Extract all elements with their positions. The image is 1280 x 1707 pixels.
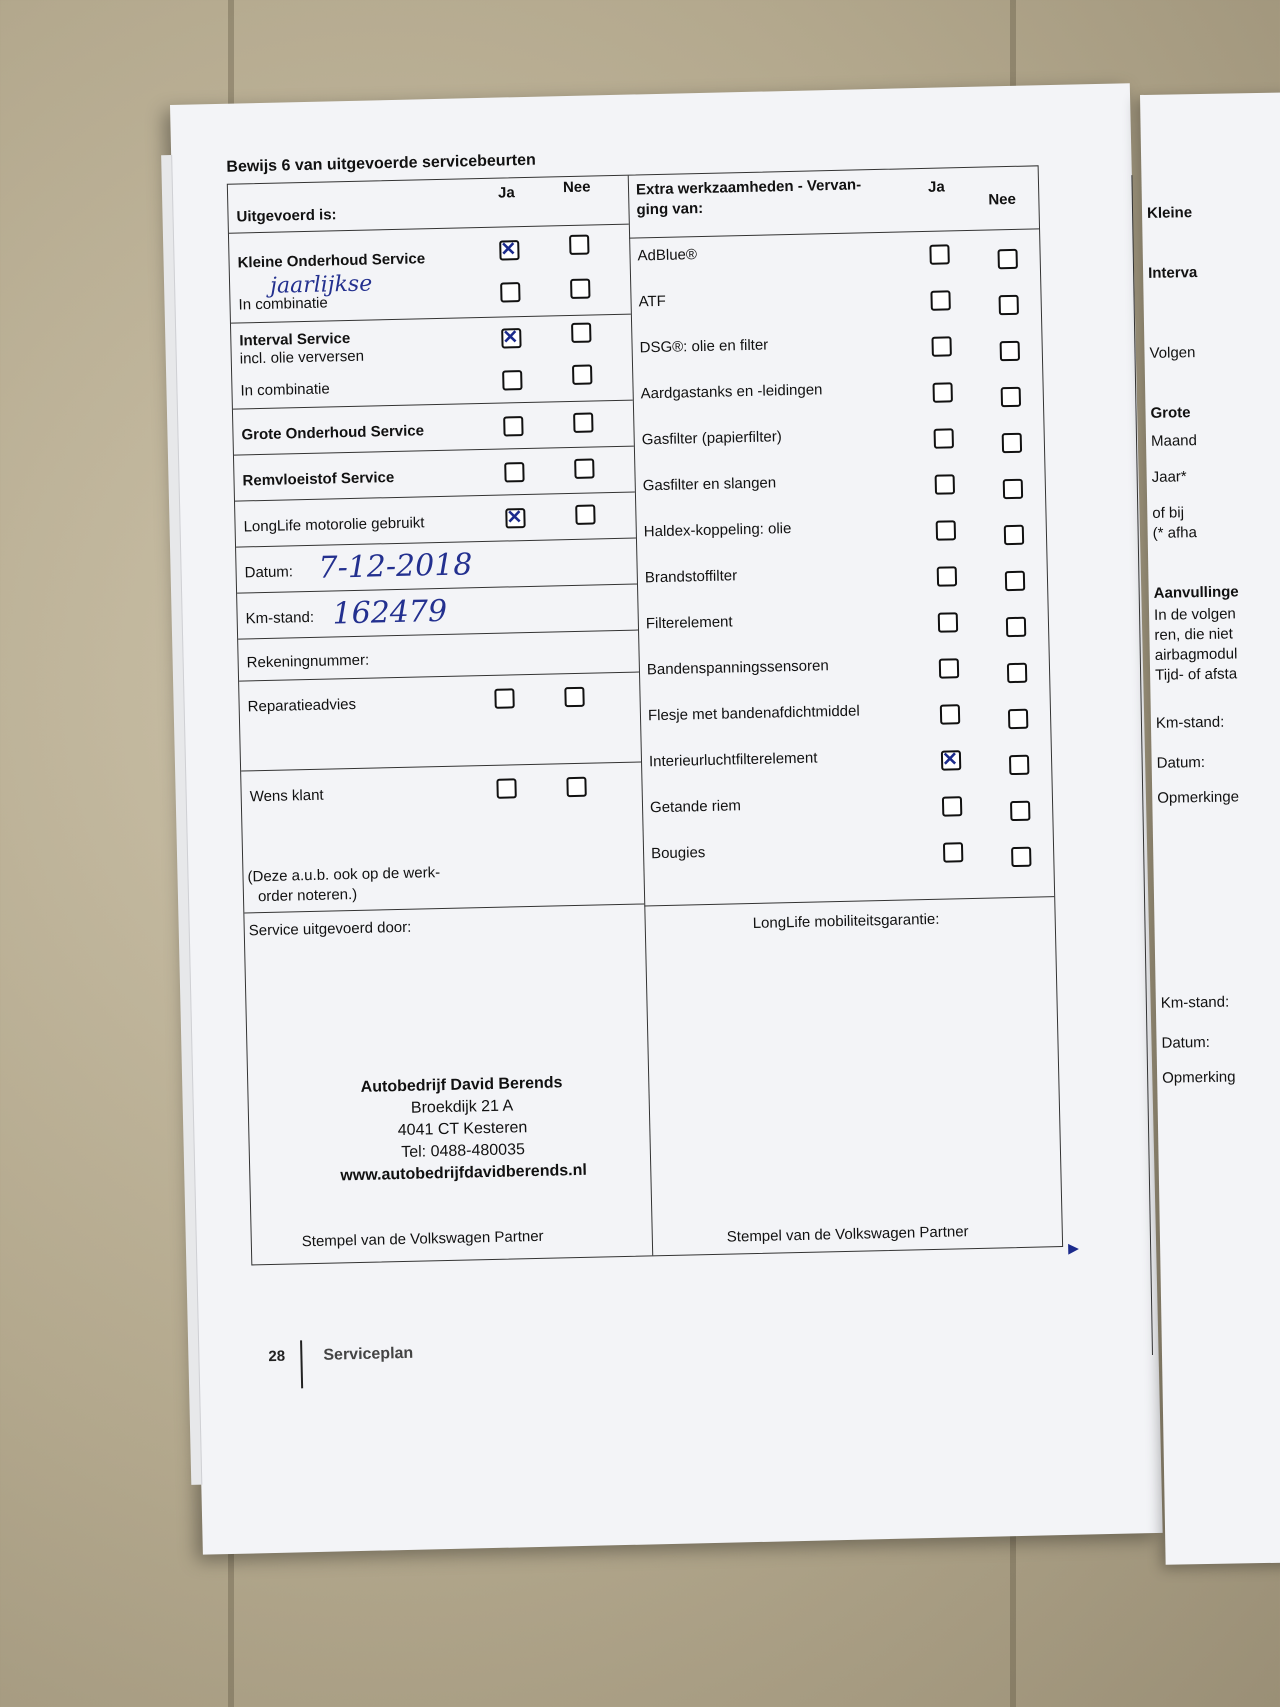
uitgevoerd-header: Uitgevoerd is:	[236, 206, 337, 226]
next-page-text: Opmerkinge	[1157, 788, 1240, 807]
page-title: Bewijs 6 van uitgevoerde servicebeurten	[226, 151, 537, 176]
checkbox-rem-ja[interactable]	[504, 462, 524, 482]
extra-item-label: Gasfilter (papierfilter)	[641, 428, 782, 449]
reparatie-label: Reparatieadvies	[247, 695, 357, 716]
footer-label: Serviceplan	[323, 1344, 414, 1364]
next-page-text: Km-stand:	[1155, 713, 1225, 732]
extra-item-label: Haldex-koppeling: olie	[643, 520, 792, 541]
extra-item-label: DSG®: olie en filter	[639, 336, 769, 357]
extra-item-ja-checkbox[interactable]	[936, 520, 956, 540]
extra-item-label: Brandstoffilter	[644, 567, 738, 587]
row-sublabel: incl. olie verversen	[239, 347, 365, 368]
extra-item-nee-checkbox[interactable]	[1000, 341, 1020, 361]
extra-item-ja-checkbox[interactable]	[932, 382, 952, 402]
row-kleine	[229, 224, 631, 324]
checkbox-interval-nee[interactable]	[571, 323, 591, 343]
nee-header: Nee	[988, 190, 1017, 209]
extra-item-nee-checkbox[interactable]	[999, 295, 1019, 315]
right-column	[628, 166, 1062, 1255]
next-page-text: ren, die niet	[1154, 625, 1233, 644]
next-page-text: Volgen	[1149, 344, 1196, 362]
next-page-text: Maand	[1150, 432, 1198, 450]
next-page-text: Opmerking	[1162, 1068, 1236, 1087]
extra-item-label: Bandenspanningssensoren	[646, 657, 829, 679]
extra-item-label: Interieurluchtfilterelement	[648, 749, 818, 771]
extra-header-line2: ging van:	[636, 199, 704, 219]
extra-item-ja-checkbox[interactable]	[931, 336, 951, 356]
extra-item-label: Getande riem	[649, 797, 742, 817]
next-page-text: airbagmodul	[1154, 645, 1238, 664]
handwritten-note: jaarlijkse	[269, 271, 373, 299]
next-page-text: In de volgen	[1153, 605, 1236, 624]
extra-item-ja-checkbox[interactable]	[942, 796, 962, 816]
next-page-text: Interva	[1147, 264, 1198, 282]
checkbox-longlife-ja[interactable]	[505, 508, 525, 528]
next-page-text: Grote	[1150, 404, 1191, 422]
extra-item-ja-checkbox[interactable]	[938, 612, 958, 632]
extra-item-nee-checkbox[interactable]	[1009, 755, 1029, 775]
extra-item-nee-checkbox[interactable]	[1010, 801, 1030, 821]
extra-item-ja-checkbox[interactable]	[943, 842, 963, 862]
checkbox-reparatie-ja[interactable]	[494, 688, 514, 708]
left-column	[228, 176, 653, 1265]
extra-item-label: AdBlue®	[637, 246, 698, 265]
row-interval	[231, 314, 633, 410]
checkbox-combinatie1-ja[interactable]	[500, 282, 520, 302]
extra-item-nee-checkbox[interactable]	[1002, 433, 1022, 453]
checkbox-grote-nee[interactable]	[573, 412, 593, 432]
next-page-text: (* afha	[1152, 524, 1197, 542]
checkbox-wens-nee[interactable]	[566, 777, 586, 797]
row-label: Kleine Onderhoud Service	[237, 250, 426, 272]
row-wens	[241, 761, 644, 913]
row-label: In combinatie	[238, 294, 328, 314]
next-page-text: Km-stand:	[1160, 993, 1230, 1012]
wens-label: Wens klant	[249, 786, 324, 806]
row-label: Interval Service	[239, 329, 351, 350]
service-by-label: Service uitgevoerd door:	[248, 918, 412, 940]
page-number: 28	[268, 1347, 286, 1366]
row-label: In combinatie	[240, 380, 330, 400]
extra-item-label: Flesje met bandenafdichtmiddel	[647, 702, 860, 725]
row-label: LongLife motorolie gebruikt	[243, 514, 425, 536]
checkbox-interval-ja[interactable]	[501, 328, 521, 348]
stamp-web: www.autobedrijfdavidberends.nl	[340, 1161, 588, 1185]
extra-item-nee-checkbox[interactable]	[997, 249, 1017, 269]
next-page-text: Tijd- of afsta	[1154, 665, 1238, 684]
extra-item-label: ATF	[638, 292, 666, 311]
extra-item-nee-checkbox[interactable]	[1003, 479, 1023, 499]
stamp-caption-right: Stempel van de Volkswagen Partner	[726, 1223, 969, 1246]
checkbox-kleine-ja[interactable]	[499, 240, 519, 260]
datum-label: Datum:	[244, 563, 294, 582]
extra-item-label: Aardgastanks en -leidingen	[640, 381, 823, 403]
stamp-tel: Tel: 0488-480035	[401, 1141, 526, 1162]
footer-divider	[300, 1340, 303, 1388]
extra-item-nee-checkbox[interactable]	[1011, 847, 1031, 867]
extra-item-ja-checkbox[interactable]	[941, 750, 961, 770]
next-booklet-page	[1140, 92, 1280, 1565]
next-page-text: Datum:	[1156, 753, 1206, 772]
right-header-row	[628, 166, 1039, 238]
next-page-text: Kleine	[1146, 204, 1193, 222]
checkbox-reparatie-nee[interactable]	[564, 687, 584, 707]
checkbox-grote-ja[interactable]	[503, 416, 523, 436]
guarantee-label: LongLife mobiliteitsgarantie:	[752, 910, 940, 932]
stamp-name: Autobedrijf David Berends	[360, 1074, 563, 1096]
extra-item-ja-checkbox[interactable]	[929, 244, 949, 264]
extra-item-nee-checkbox[interactable]	[1001, 387, 1021, 407]
extra-item-ja-checkbox[interactable]	[940, 704, 960, 724]
service-form	[227, 165, 1063, 1265]
next-page-text: Datum:	[1161, 1033, 1211, 1052]
checkbox-combinatie2-ja[interactable]	[502, 370, 522, 390]
rekening-label: Rekeningnummer:	[246, 651, 370, 672]
row-label: Grote Onderhoud Service	[241, 422, 425, 444]
extra-item-label: Filterelement	[645, 613, 733, 633]
extra-item-ja-checkbox[interactable]	[934, 428, 954, 448]
km-label: Km-stand:	[245, 608, 315, 628]
extra-item-label: Bougies	[650, 844, 706, 863]
extra-item-label: Gasfilter en slangen	[642, 474, 777, 495]
note-line: order noteren.)	[257, 885, 358, 906]
extra-item-nee-checkbox[interactable]	[1005, 571, 1025, 591]
next-page-text: of bij	[1152, 504, 1185, 522]
stamp-caption-left: Stempel van de Volkswagen Partner	[301, 1227, 544, 1251]
km-value[interactable]: 162479	[332, 593, 448, 632]
checkbox-wens-ja[interactable]	[496, 778, 516, 798]
next-page-text: Jaar*	[1151, 468, 1187, 486]
datum-value[interactable]: 7-12-2018	[318, 547, 473, 586]
checkbox-kleine-nee[interactable]	[569, 235, 589, 255]
ja-header: Ja	[927, 178, 945, 196]
next-page-form	[1131, 171, 1280, 1355]
row-label: Remvloeistof Service	[242, 469, 395, 490]
extra-item-nee-checkbox[interactable]	[1008, 709, 1028, 729]
extra-item-nee-checkbox[interactable]	[1006, 617, 1026, 637]
page-edge	[161, 155, 202, 1485]
extra-item-ja-checkbox[interactable]	[930, 290, 950, 310]
checkbox-longlife-nee[interactable]	[575, 504, 595, 524]
stamp-city: 4041 CT Kesteren	[397, 1119, 528, 1140]
extra-header-line1: Extra werkzaamheden - Vervan-	[635, 176, 862, 199]
next-page-arrow: ▶	[1067, 1239, 1080, 1256]
stamp-street: Broekdijk 21 A	[410, 1097, 514, 1117]
checkbox-combinatie1-nee[interactable]	[570, 279, 590, 299]
right-separator	[644, 896, 1054, 906]
dealer-stamp	[338, 1072, 587, 1188]
row-reparatie	[239, 672, 641, 772]
extra-item-ja-checkbox[interactable]	[939, 658, 959, 678]
checkbox-combinatie2-nee[interactable]	[572, 364, 592, 384]
extra-item-nee-checkbox[interactable]	[1004, 525, 1024, 545]
checkbox-rem-nee[interactable]	[574, 458, 594, 478]
nee-header: Nee	[562, 178, 591, 197]
note-line: (Deze a.u.b. ook op de werk-	[247, 864, 441, 886]
ja-header: Ja	[497, 184, 515, 202]
booklet-page	[170, 83, 1163, 1554]
extra-item-ja-checkbox[interactable]	[937, 566, 957, 586]
extra-item-nee-checkbox[interactable]	[1007, 663, 1027, 683]
next-page-text: Aanvullinge	[1153, 583, 1239, 602]
extra-item-ja-checkbox[interactable]	[935, 474, 955, 494]
